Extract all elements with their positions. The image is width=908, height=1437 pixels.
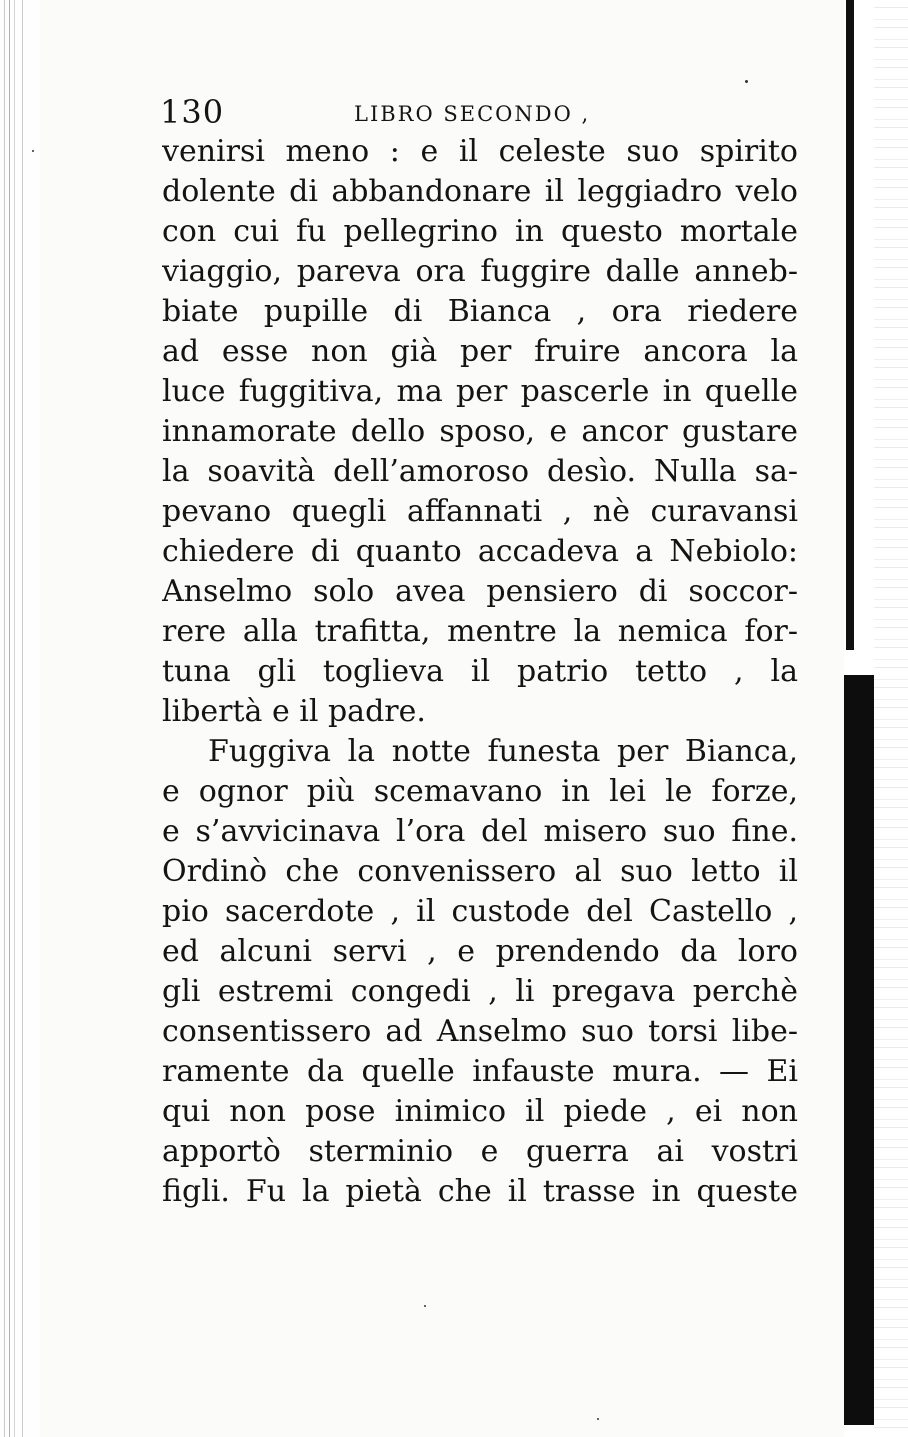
binding-edge bbox=[0, 0, 40, 1437]
text-line: ramente da quelle infauste mura. — Ei bbox=[162, 1054, 798, 1089]
text-line: viaggio, pareva ora fuggire dalle anneb- bbox=[162, 254, 798, 289]
ink-speck bbox=[745, 80, 748, 83]
text-line: Ordinò che convenissero al suo letto il bbox=[162, 854, 798, 889]
text-line: dolente di abbandonare il leggiadro velo bbox=[162, 174, 798, 209]
page-header bbox=[160, 92, 800, 132]
text-line: e s’avvicinava l’ora del misero suo fine. bbox=[162, 814, 798, 849]
text-line: biate pupille di Bianca , ora riedere bbox=[162, 294, 798, 329]
dark-edge-strip-bottom bbox=[844, 675, 874, 1425]
text-line: ad esse non già per fruire ancora la bbox=[162, 334, 798, 369]
text-line: rere alla trafitta, mentre la nemica for- bbox=[162, 614, 798, 649]
text-line: ed alcuni servi , e prendendo da loro bbox=[162, 934, 798, 969]
page-edge bbox=[844, 0, 908, 1437]
text-line: con cui fu pellegrino in questo mortale bbox=[162, 214, 798, 249]
text-line: pevano quegli affannati , nè curavansi bbox=[162, 494, 798, 529]
text-line: tuna gli toglieva il patrio tetto , la bbox=[162, 654, 798, 689]
text-line: chiedere di quanto accadeva a Nebiolo: bbox=[162, 534, 798, 569]
text-line-paragraph-start: Fuggiva la notte funesta per Bianca, bbox=[208, 734, 798, 769]
ink-speck bbox=[32, 150, 34, 152]
text-line: pio sacerdote , il custode del Castello , bbox=[162, 894, 798, 929]
text-line: figli. Fu la pietà che il trasse in queste bbox=[162, 1174, 798, 1209]
text-line: luce fuggitiva, ma per pascerle in quelle bbox=[162, 374, 798, 409]
text-line: qui non pose inimico il piede , ei non bbox=[162, 1094, 798, 1129]
body-text bbox=[162, 132, 798, 1212]
ink-speck bbox=[424, 1305, 426, 1307]
page-number: 130 bbox=[160, 93, 225, 131]
text-line: innamorate dello sposo, e ancor gustare bbox=[162, 414, 798, 449]
text-line: apportò sterminio e guerra ai vostri bbox=[162, 1134, 798, 1169]
text-line: gli estremi congedi , li pregava perchè bbox=[162, 974, 798, 1009]
running-head: LIBRO SECONDO , bbox=[354, 102, 591, 126]
edge-speckle bbox=[874, 0, 908, 1437]
text-line-paragraph-end: libertà e il padre. bbox=[162, 694, 426, 729]
text-line: e ognor più scemavano in lei le forze, bbox=[162, 774, 798, 809]
text-line: venirsi meno : e il celeste suo spirito bbox=[162, 134, 798, 169]
text-line: Anselmo solo avea pensiero di soccor- bbox=[162, 574, 798, 609]
ink-speck bbox=[597, 1418, 599, 1420]
text-line: consentissero ad Anselmo suo torsi libe- bbox=[162, 1014, 798, 1049]
text-line: la soavità dell’amoroso desìo. Nulla sa- bbox=[162, 454, 798, 489]
dark-edge-strip-top bbox=[846, 0, 854, 650]
